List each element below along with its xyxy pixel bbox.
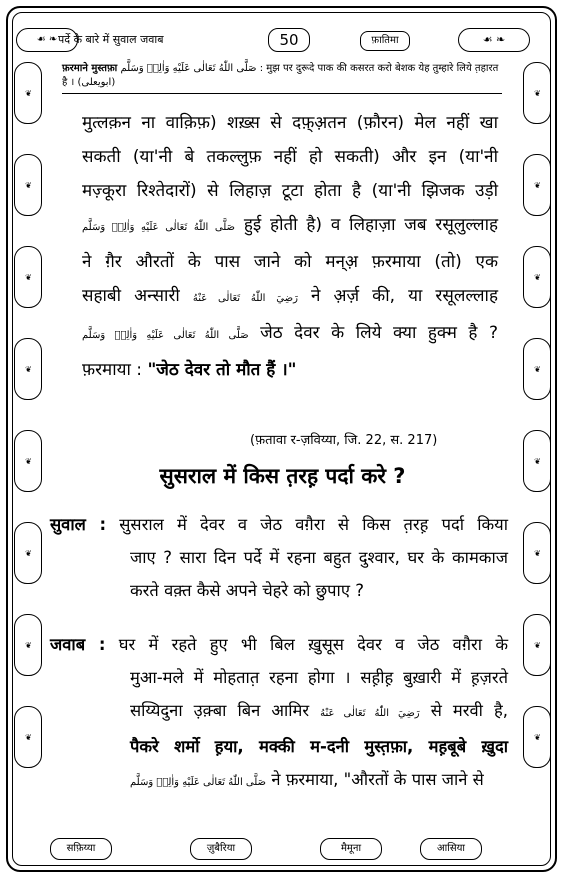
ornament-medallion: ❦	[14, 614, 42, 676]
body-text	[82, 106, 498, 387]
ornament-medallion: ❦	[14, 246, 42, 308]
seal-emblem-left: ☙ ❧	[16, 28, 78, 52]
arabic-salutation: صَلَّى اللّٰهُ تَعَالٰى عَلَيْهِ وَاٰلِهٖ وَسَلَّم	[82, 222, 236, 233]
ornament-medallion: ❦	[14, 522, 42, 584]
body-line: صَلَّى اللّٰهُ تَعَالٰى عَلَيْهِ وَاٰلِهٖ وَسَلَّم जेठ देवर के लिये क्या हुक्म है ?	[82, 323, 498, 343]
ornament-medallion: ❦	[523, 246, 551, 308]
arabic-salutation: صَلَّى اللّٰهُ تَعَالٰى عَلَيْهِ وَاٰلِهٖ وَسَلَّم	[82, 330, 249, 341]
arabic-salutation: صَلَّى اللّٰهُ تَعَالٰى عَلَيْهِ وَاٰلِهٖ وَسَلَّم	[130, 777, 267, 788]
body-line: सकती (या'नी बे तकल्लुफ़ नहीं हो सकती) और इन (या'नी	[82, 147, 498, 167]
page-header	[36, 28, 530, 54]
ornament-medallion: ❦	[14, 154, 42, 216]
ornament-medallion: ❦	[523, 154, 551, 216]
ornament-medallion: ❦	[14, 706, 42, 768]
page-number: 50	[268, 28, 310, 52]
arabic-salutation: رَضِيَ اللّٰهُ تَعَالٰى عَنْهُ	[192, 293, 298, 304]
page-footer	[40, 836, 530, 862]
question-label: सुवाल :	[50, 515, 107, 534]
question-block: सुवाल : सुसराल में देवर व जेठ वग़ैरा से किस त़रह़ पर्दा किया जाए ? सारा दिन पर्दे में रहना बहुत दुश्वार, घर के कामकाज करते वक़्त कैसे अपने चेहरे को छुपाए ?	[50, 515, 508, 600]
ornament-medallion: ❦	[523, 706, 551, 768]
quoted-saying: "जेठ देवर तो मौत हैं ।"	[147, 360, 297, 380]
footer-name: आसिया	[420, 838, 482, 860]
footer-name: सफ़िय्या	[50, 838, 112, 860]
ornament-medallion: ❦	[14, 430, 42, 492]
left-ornament-column	[14, 62, 42, 798]
answer-label: जवाब :	[50, 635, 106, 654]
ornament-medallion: ❦	[14, 338, 42, 400]
hadith-banner	[62, 62, 502, 94]
header-tag: फ़ातिमा	[360, 31, 410, 51]
body-line: ने ग़ैर औरतों के पास जाने को मन्अ़ फ़रमाया (तो) एक	[82, 252, 498, 272]
body-line: फ़रमाया : "जेठ देवर तो मौत हैं ।"	[82, 360, 297, 380]
ornament-medallion: ❦	[523, 430, 551, 492]
hadith-text: : मुझ पर दुरूदे पाक की कसरत करो बेशक येह तुम्हारे लिये त़हारत है । (ابويعلى)	[62, 63, 499, 88]
footer-name: ज़ुबैरिया	[190, 838, 252, 860]
seal-emblem-right: ☙ ❧	[458, 28, 530, 52]
book-title: पर्दे के बारे में सुवाल जवाब	[58, 33, 164, 46]
footer-name: मैमूना	[320, 838, 382, 860]
body-line: मज़्कूरा रिश्तेदारों) से लिहाज़ टूटा होता है (या'नी झिजक उड़ी	[82, 181, 498, 201]
ornament-medallion: ❦	[14, 62, 42, 124]
hadith-arabic: صَلَّى اللّٰهُ تَعَالٰى عَلَيْهِ وَاٰلِهٖ وَسَلَّم	[120, 63, 257, 74]
ornament-medallion: ❦	[523, 614, 551, 676]
ornament-medallion: ❦	[523, 62, 551, 124]
ornament-medallion: ❦	[523, 522, 551, 584]
hadith-label: फ़रमाने मुस्तफ़ा	[62, 63, 118, 74]
body-line: मुत्लक़न ना वाक़िफ़) शख़्स से दफ़्अ़तन (फ़ौरन) मेल नहीं खा	[82, 113, 498, 133]
body-line: صَلَّى اللّٰهُ تَعَالٰى عَلَيْهِ وَاٰلِهٖ وَسَلَّم हुई होती है) व लिहाज़ा जब रसूलुल्लाह	[82, 215, 498, 235]
ornament-medallion: ❦	[523, 338, 551, 400]
body-line: सहाबी अन्सारी رَضِيَ اللّٰهُ تَعَالٰى عَنْهُ ने अ़र्ज़ की, या रसूलल्लाह	[82, 286, 498, 306]
arabic-salutation: رَضِيَ اللّٰهُ تَعَالٰى عَنْهُ	[320, 708, 420, 719]
answer-block: जवाब : घर में रहते हुए भी बिल ख़ुसूस देवर व जेठ वग़ैरा के मुआ-मले में मोहतात़ रहना होगा । सह़ीह़ बुख़ारी में ह़ज़रते सय्यिदुना उ़क़्बा बिन आमिर رَضِيَ اللّٰهُ تَعَالٰى عَنْهُ से मरवी है, पैकरे शर्मो ह़या, मक्की म-दनी मुस्त़फ़ा, मह़बूबे ख़ुदा صَلَّى اللّٰهُ تَعَالٰى عَلَيْهِ وَاٰلِهٖ وَسَلَّم ने फ़रमाया, "औरतों के पास जाने से	[50, 635, 508, 789]
section-title: सुसराल में किस त़रह़ पर्दा करे ?	[159, 464, 406, 488]
right-ornament-column	[523, 62, 551, 798]
reference-citation: (फ़तावा र-ज़विय्या, जि. 22, स. 217)	[250, 433, 438, 448]
